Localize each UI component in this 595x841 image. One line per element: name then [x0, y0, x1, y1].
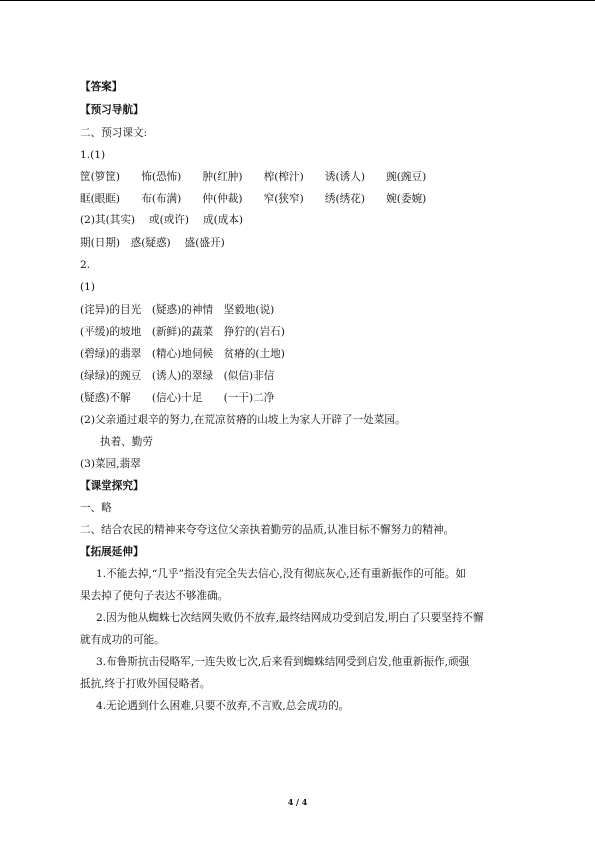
- preview-line: (3)菜园,翡翠: [80, 458, 141, 470]
- extension-line: 4.无论遇到什么困难,只要不放弃,不言败,总会成功的。: [96, 700, 350, 712]
- preview-line: (1): [80, 281, 96, 293]
- page-number: 4 / 4: [287, 797, 308, 807]
- section-heading-preview: 【预习导航】: [80, 104, 144, 116]
- preview-line: 二、预习课文:: [80, 127, 148, 139]
- extension-line: 3.布鲁斯抗击侵略军,一连失败七次,后来看到蜘蛛结网受到启发,他重新振作,顽强: [96, 656, 470, 668]
- preview-line: 1.(1): [80, 149, 106, 161]
- preview-line: (碧绿)的翡翠 (精心)地伺候 贫瘠的(土地): [80, 348, 285, 360]
- preview-line: 筐(箩筐) 怖(恐怖) 肿(红肿) 榨(榨汁) 诱(诱人) 豌(豌豆): [80, 171, 427, 183]
- preview-line: (诧异)的目光 (疑惑)的神情 坚毅地(说): [80, 304, 275, 316]
- extension-line: 果去掉了使句子表达不够准确。: [80, 590, 229, 602]
- extension-line: 抵抗,终于打败外国侵略者。: [80, 678, 211, 690]
- preview-line: (绿绿)的豌豆 (诱人)的翠绿 (似信)非信: [80, 370, 275, 382]
- section-heading-classroom: 【课堂探究】: [80, 480, 144, 492]
- section-heading-extension: 【拓展延伸】: [80, 546, 144, 558]
- extension-line: 1.不能去掉,“几乎”指没有完全失去信心,没有彻底灰心,还有重新振作的可能。如: [96, 568, 467, 580]
- preview-line: 2.: [80, 259, 91, 271]
- extension-line: 就有成功的可能。: [80, 634, 165, 646]
- preview-line: 执着、勤劳: [100, 436, 153, 448]
- preview-line: (2)父亲通过艰辛的努力,在荒凉贫瘠的山坡上为家人开辟了一处菜园。: [80, 414, 406, 426]
- preview-line: 期(日期) 惑(疑惑) 盛(盛开): [80, 237, 225, 249]
- extension-line: 2.因为他从蜘蛛七次结网失败仍不放弃,最终结网成功受到启发,明白了只要坚持不懈: [96, 612, 484, 624]
- answer-heading: 【答案】: [80, 81, 123, 93]
- preview-line: (2)其(其实) 或(或许) 成(成本): [80, 214, 244, 226]
- classroom-line: 二、结合农民的精神来夸夸这位父亲执着勤劳的品质,认准目标不懈努力的精神。: [80, 524, 455, 536]
- preview-line: 眶(眼眶) 布(布满) 仲(仲裁) 窄(狭窄) 绣(绣花) 婉(委婉): [80, 193, 427, 205]
- preview-line: (平缓)的坡地 (新鲜)的蔬菜 狰狞的(岩石): [80, 326, 285, 338]
- preview-line: (疑惑)不解 (信心)十足 (一干)二净: [80, 392, 275, 404]
- classroom-line: 一、略: [80, 502, 112, 514]
